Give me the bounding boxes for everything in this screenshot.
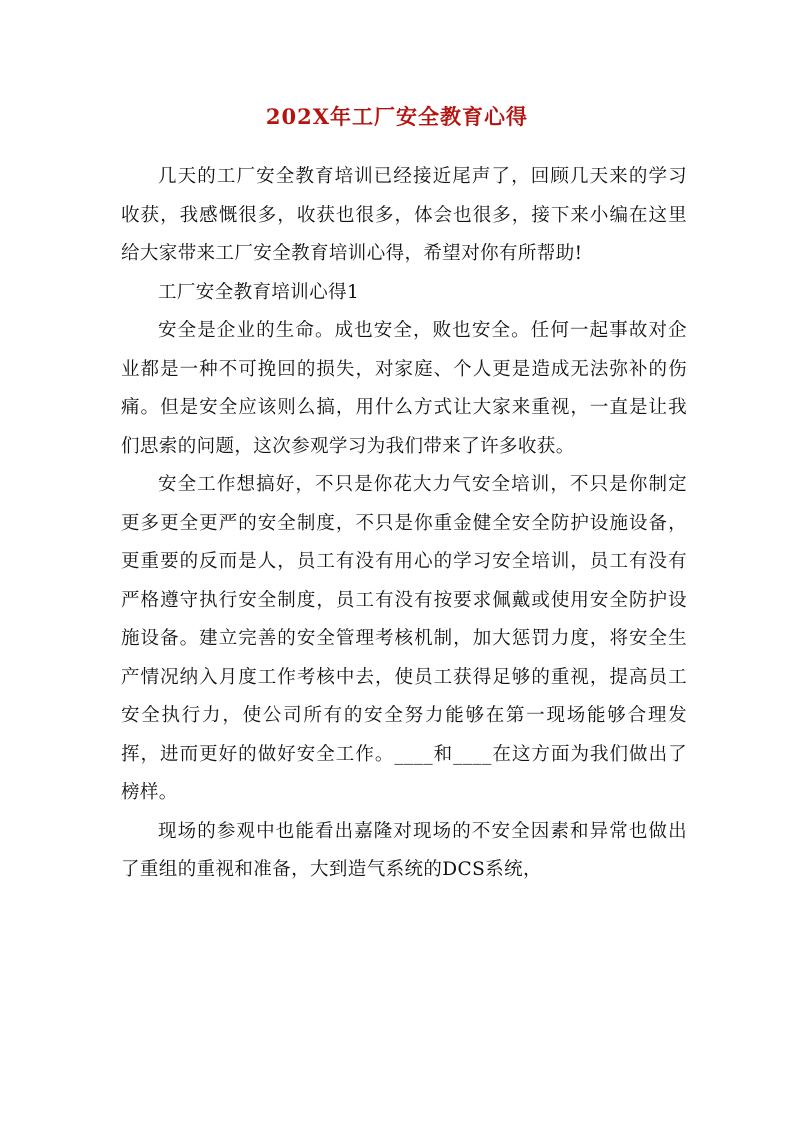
paragraph-safety-work: 安全工作想搞好，不只是你花大力气安全培训，不只是你制定更多更全更严的安全制度，不只是你重金健全安全防护设施设备，更重要的反而是人，员工有没有用心的学习安全培训，员工有没有严格遵守执行安全制度，员工有没有按要求佩戴或使用安全防护设施设备。建立完善的安全管理考核机制，加大惩罚力度，将安全生产情况纳入月度工作考核中去，使员工获得足够的重视，提高员工安全执行力，使公司所有的安全努力能够在第一现场能够合理发挥，进而更好的做好安全工作。____和____在这方面为我们做出了榜样。 <box>121 474 687 803</box>
paragraph-intro: 几天的工厂安全教育培训已经接近尾声了，回顾几天来的学习收获，我感慨很多，收获也很多，体会也很多，接下来小编在这里给大家带来工厂安全教育培训心得，希望对你有所帮助! <box>121 166 687 264</box>
document-body <box>121 158 687 890</box>
document-title: 202X年工厂安全教育心得 <box>265 104 529 129</box>
paragraph-safety-life: 安全是企业的生命。成也安全，败也安全。任何一起事故对企业都是一种不可挽回的损失，对家庭、个人更是造成无法弥补的伤痛。但是安全应该则么搞，用什么方式让大家来重视，一直是让我们思索的问题，这次参观学习为我们带来了许多收获。 <box>121 320 687 457</box>
paragraph-site-visit: 现场的参观中也能看出嘉隆对现场的不安全因素和异常也做出了重组的重视和准备，大到造气系统的DCS系统， <box>121 820 687 880</box>
section-heading: 工厂安全教育培训心得1 <box>158 281 360 303</box>
